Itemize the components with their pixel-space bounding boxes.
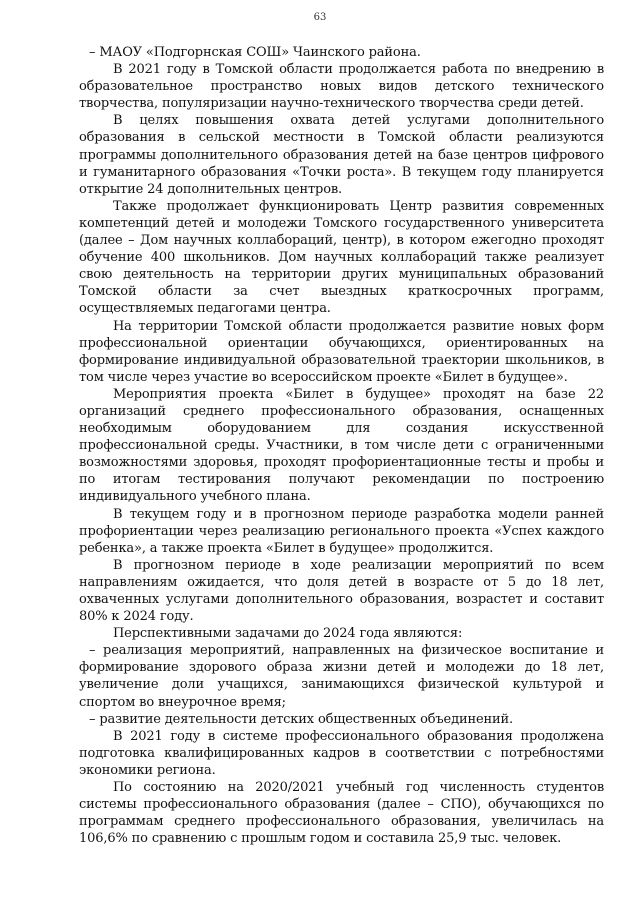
paragraph-science-collaboration-house: Также продолжает функционировать Центр развития современных компетенций детей и молодежи Томского государственного университета (далее – Дом научных коллабораций, центр), в котором ежегодно проходят обучение 400 школьников. Дом научных коллабораций также реализует свою деятельность на территории других муниципальных образований Томской области за счет выездных краткосрочных программ, осуществляемых педагогами центра. [79, 198, 604, 317]
paragraph-coverage-forecast: В прогнозном периоде в ходе реализации мероприятий по всем направлениям ожидается, что доля детей в возрасте от 5 до 18 лет, охваченных услугами дополнительного образования, возрастет и составит 80% к 2024 году. [79, 557, 604, 625]
paragraph-professional-education: В 2021 году в системе профессионального образования продолжена подготовка квалифицированных кадров в соответствии с потребностями экономики региона. [79, 728, 604, 778]
page-number: 63 [313, 12, 327, 23]
list-item-physical-education: – реализация мероприятий, направленных на физическое воспитание и формирование здорового образа жизни детей и молодежи до 18 лет, увеличение доли учащихся, занимающихся физической культурой и спортом во внеурочное время; [79, 643, 604, 710]
paragraph-school-item: – МАОУ «Подгорнская СОШ» Чаинского района. [89, 45, 421, 60]
paragraph-early-career-model: В текущем году и в прогнозном периоде разработка модели ранней профориентации через реализацию регионального проекта «Успех каждого ребенка», а также проекта «Билет в будущее» продолжится. [79, 506, 604, 556]
paragraph-technical-creativity: В 2021 году в Томской области продолжается работа по внедрению в образовательное пространство новых видов детского технического творчества, популяризации научно-технического творчества среди детей. [79, 62, 604, 112]
paragraph-tasks-heading: Перспективными задачами до 2024 года являются: [113, 626, 463, 642]
document-body [79, 44, 604, 847]
paragraph-ticket-to-future: Мероприятия проекта «Билет в будущее» проходят на базе 22 организаций среднего профессионального образования, оснащенных необходимым оборудованием для создания искусственной профессиональной среды. Участники, в том числе дети с ограниченными возможностями здоровья, проходят профориентационные тесты и пробы и по итогам тестирования получают рекомендации по построению индивидуального учебного плана. [79, 386, 604, 505]
paragraph-growth-points: В целях повышения охвата детей услугами дополнительного образования в сельской местности в Томской области реализуются программы дополнительного образования детей на базе центров цифрового и гуманитарного образования «Точки роста». В текущем году планируется открытие 24 дополнительных центров. [79, 113, 604, 197]
list-item-public-associations: – развитие деятельности детских общественных объединений. [89, 711, 514, 727]
paragraph-career-guidance: На территории Томской области продолжается развитие новых форм профессиональной ориентации обучающихся, ориентированных на формирование индивидуальной образовательной траектории школьников, в том числе через участие во всероссийском проекте «Билет в будущее». [79, 318, 604, 385]
paragraph-spo-students: По состоянию на 2020/2021 учебный год численность студентов системы профессионального образования (далее – СПО), обучающихся по программам среднего профессионального образования, увеличилась на 106,6% по сравнению с прошлым годом и составила 25,9 тыс. человек. [79, 780, 604, 847]
